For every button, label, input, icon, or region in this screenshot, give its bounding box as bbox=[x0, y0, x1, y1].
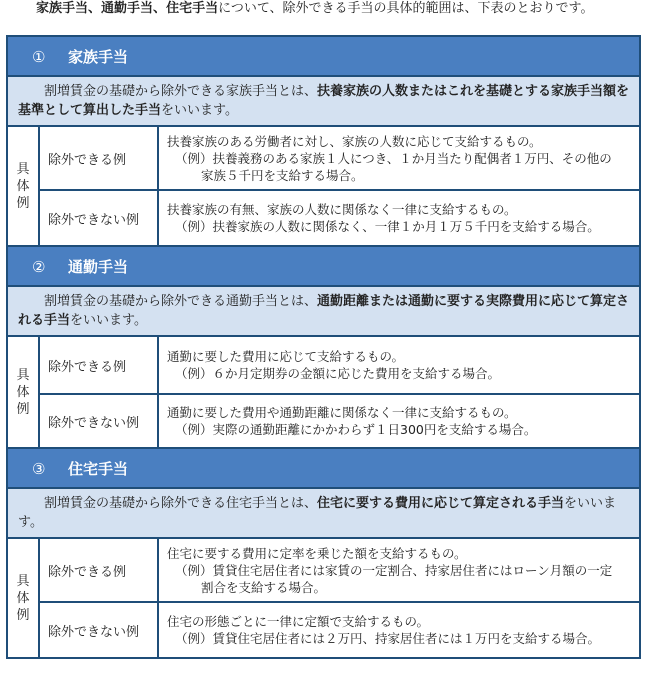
section-header-commute bbox=[7, 246, 640, 286]
example-description: 通勤に要した費用に応じて支給するもの。 bbox=[167, 349, 405, 364]
example-text-cont: 割合を支給する場合。 bbox=[201, 579, 327, 595]
example-cell bbox=[158, 190, 640, 246]
desc-bold: 住宅に要する費用に応じて算定される手当 bbox=[317, 496, 565, 511]
example-cell bbox=[158, 126, 640, 190]
desc-plain: 割増賃金の基礎から除外できる家族手当とは、 bbox=[44, 84, 318, 99]
kind-label: 除外できない例 bbox=[39, 394, 158, 448]
side-label-char: 体 bbox=[16, 178, 30, 194]
desc-plain: 割増賃金の基礎から除外できる住宅手当とは、 bbox=[44, 496, 318, 511]
intro-sep: 、 bbox=[153, 1, 167, 16]
intro-sep: 、 bbox=[88, 1, 102, 16]
intro-bold-family: 家族手当 bbox=[36, 1, 89, 16]
side-label-char: 例 bbox=[16, 607, 30, 623]
example-text: （例）賃貸住宅居住者には家賃の一定割合、持家居住者にはローン月額の一定 bbox=[175, 562, 613, 578]
example-description: 住宅の形態ごとに一律に定額で支給するもの。 bbox=[167, 614, 430, 629]
example-cell bbox=[158, 394, 640, 448]
example-description: 扶養家族のある労働者に対し、家族の人数に応じて支給するもの。 bbox=[167, 133, 542, 149]
side-label-char: 例 bbox=[16, 195, 30, 211]
kind-label: 除外できる例 bbox=[39, 126, 158, 190]
desc-tail: をいいます。 bbox=[18, 496, 617, 530]
intro-bold-housing: 住宅手当 bbox=[166, 1, 219, 16]
example-cell bbox=[158, 336, 640, 394]
kind-label: 除外できない例 bbox=[39, 602, 158, 658]
side-label bbox=[7, 126, 39, 246]
desc-bold: 扶養家族の人数またはこれを基礎とする家族手当額を基準として算出した手当 bbox=[18, 84, 630, 118]
section-title: 住宅手当 bbox=[68, 459, 129, 478]
allowance-table bbox=[6, 35, 641, 659]
side-label-char: 具 bbox=[16, 573, 30, 589]
kind-label: 除外できる例 bbox=[39, 336, 158, 394]
section-description bbox=[7, 76, 640, 126]
example-cell bbox=[158, 602, 640, 658]
section-header-family bbox=[7, 36, 640, 76]
example-description: 住宅に要する費用に定率を乗じた額を支給するもの。 bbox=[167, 545, 467, 561]
intro-paragraph bbox=[22, 0, 632, 18]
desc-tail: をいいます。 bbox=[70, 313, 147, 328]
section-title: 家族手当 bbox=[68, 47, 129, 66]
section-number: ③ bbox=[32, 459, 46, 478]
example-cell bbox=[158, 538, 640, 602]
intro-bold-commute: 通勤手当 bbox=[101, 1, 154, 16]
example-text: （例）６か月定期券の金額に応じた費用を支給する場合。 bbox=[175, 366, 501, 381]
example-text: （例）賃貸住宅居住者には２万円、持家居住者には１万円を支給する場合。 bbox=[175, 631, 601, 646]
desc-plain: 割増賃金の基礎から除外できる通勤手当とは、 bbox=[44, 294, 318, 309]
section-description bbox=[7, 286, 640, 336]
example-text: （例）扶養家族の人数に関係なく、一律１か月１万５千円を支給する場合。 bbox=[175, 219, 600, 234]
example-description: 扶養家族の有無、家族の人数に関係なく一律に支給するもの。 bbox=[167, 202, 517, 217]
section-number: ① bbox=[32, 47, 46, 66]
intro-rest: について、除外できる手当の具体的範囲は、下表のとおりです。 bbox=[218, 1, 594, 16]
section-number: ② bbox=[32, 257, 46, 276]
side-label-char: 体 bbox=[16, 590, 30, 606]
side-label bbox=[7, 336, 39, 448]
example-description: 通勤に要した費用や通勤距離に関係なく一律に支給するもの。 bbox=[167, 405, 517, 420]
kind-label: 除外できない例 bbox=[39, 190, 158, 246]
kind-label: 除外できる例 bbox=[39, 538, 158, 602]
example-text: （例）扶養義務のある家族１人につき、１か月当たり配偶者１万円、その他の bbox=[175, 150, 612, 166]
example-text: （例）実際の通勤距離にかかわらず１日300円を支給する場合。 bbox=[175, 422, 537, 437]
side-label-char: 具 bbox=[16, 367, 30, 383]
section-header-housing bbox=[7, 448, 640, 488]
side-label-char: 体 bbox=[16, 384, 30, 400]
desc-bold: 通勤距離または通勤に要する実際費用に応じて算定される手当 bbox=[18, 294, 630, 328]
desc-tail: をいいます。 bbox=[161, 103, 238, 118]
side-label-char: 例 bbox=[16, 401, 30, 417]
section-description bbox=[7, 488, 640, 538]
side-label-char: 具 bbox=[16, 161, 30, 177]
example-text-cont: 家族５千円を支給する場合。 bbox=[201, 167, 364, 183]
side-label bbox=[7, 538, 39, 658]
section-title: 通勤手当 bbox=[68, 257, 129, 276]
